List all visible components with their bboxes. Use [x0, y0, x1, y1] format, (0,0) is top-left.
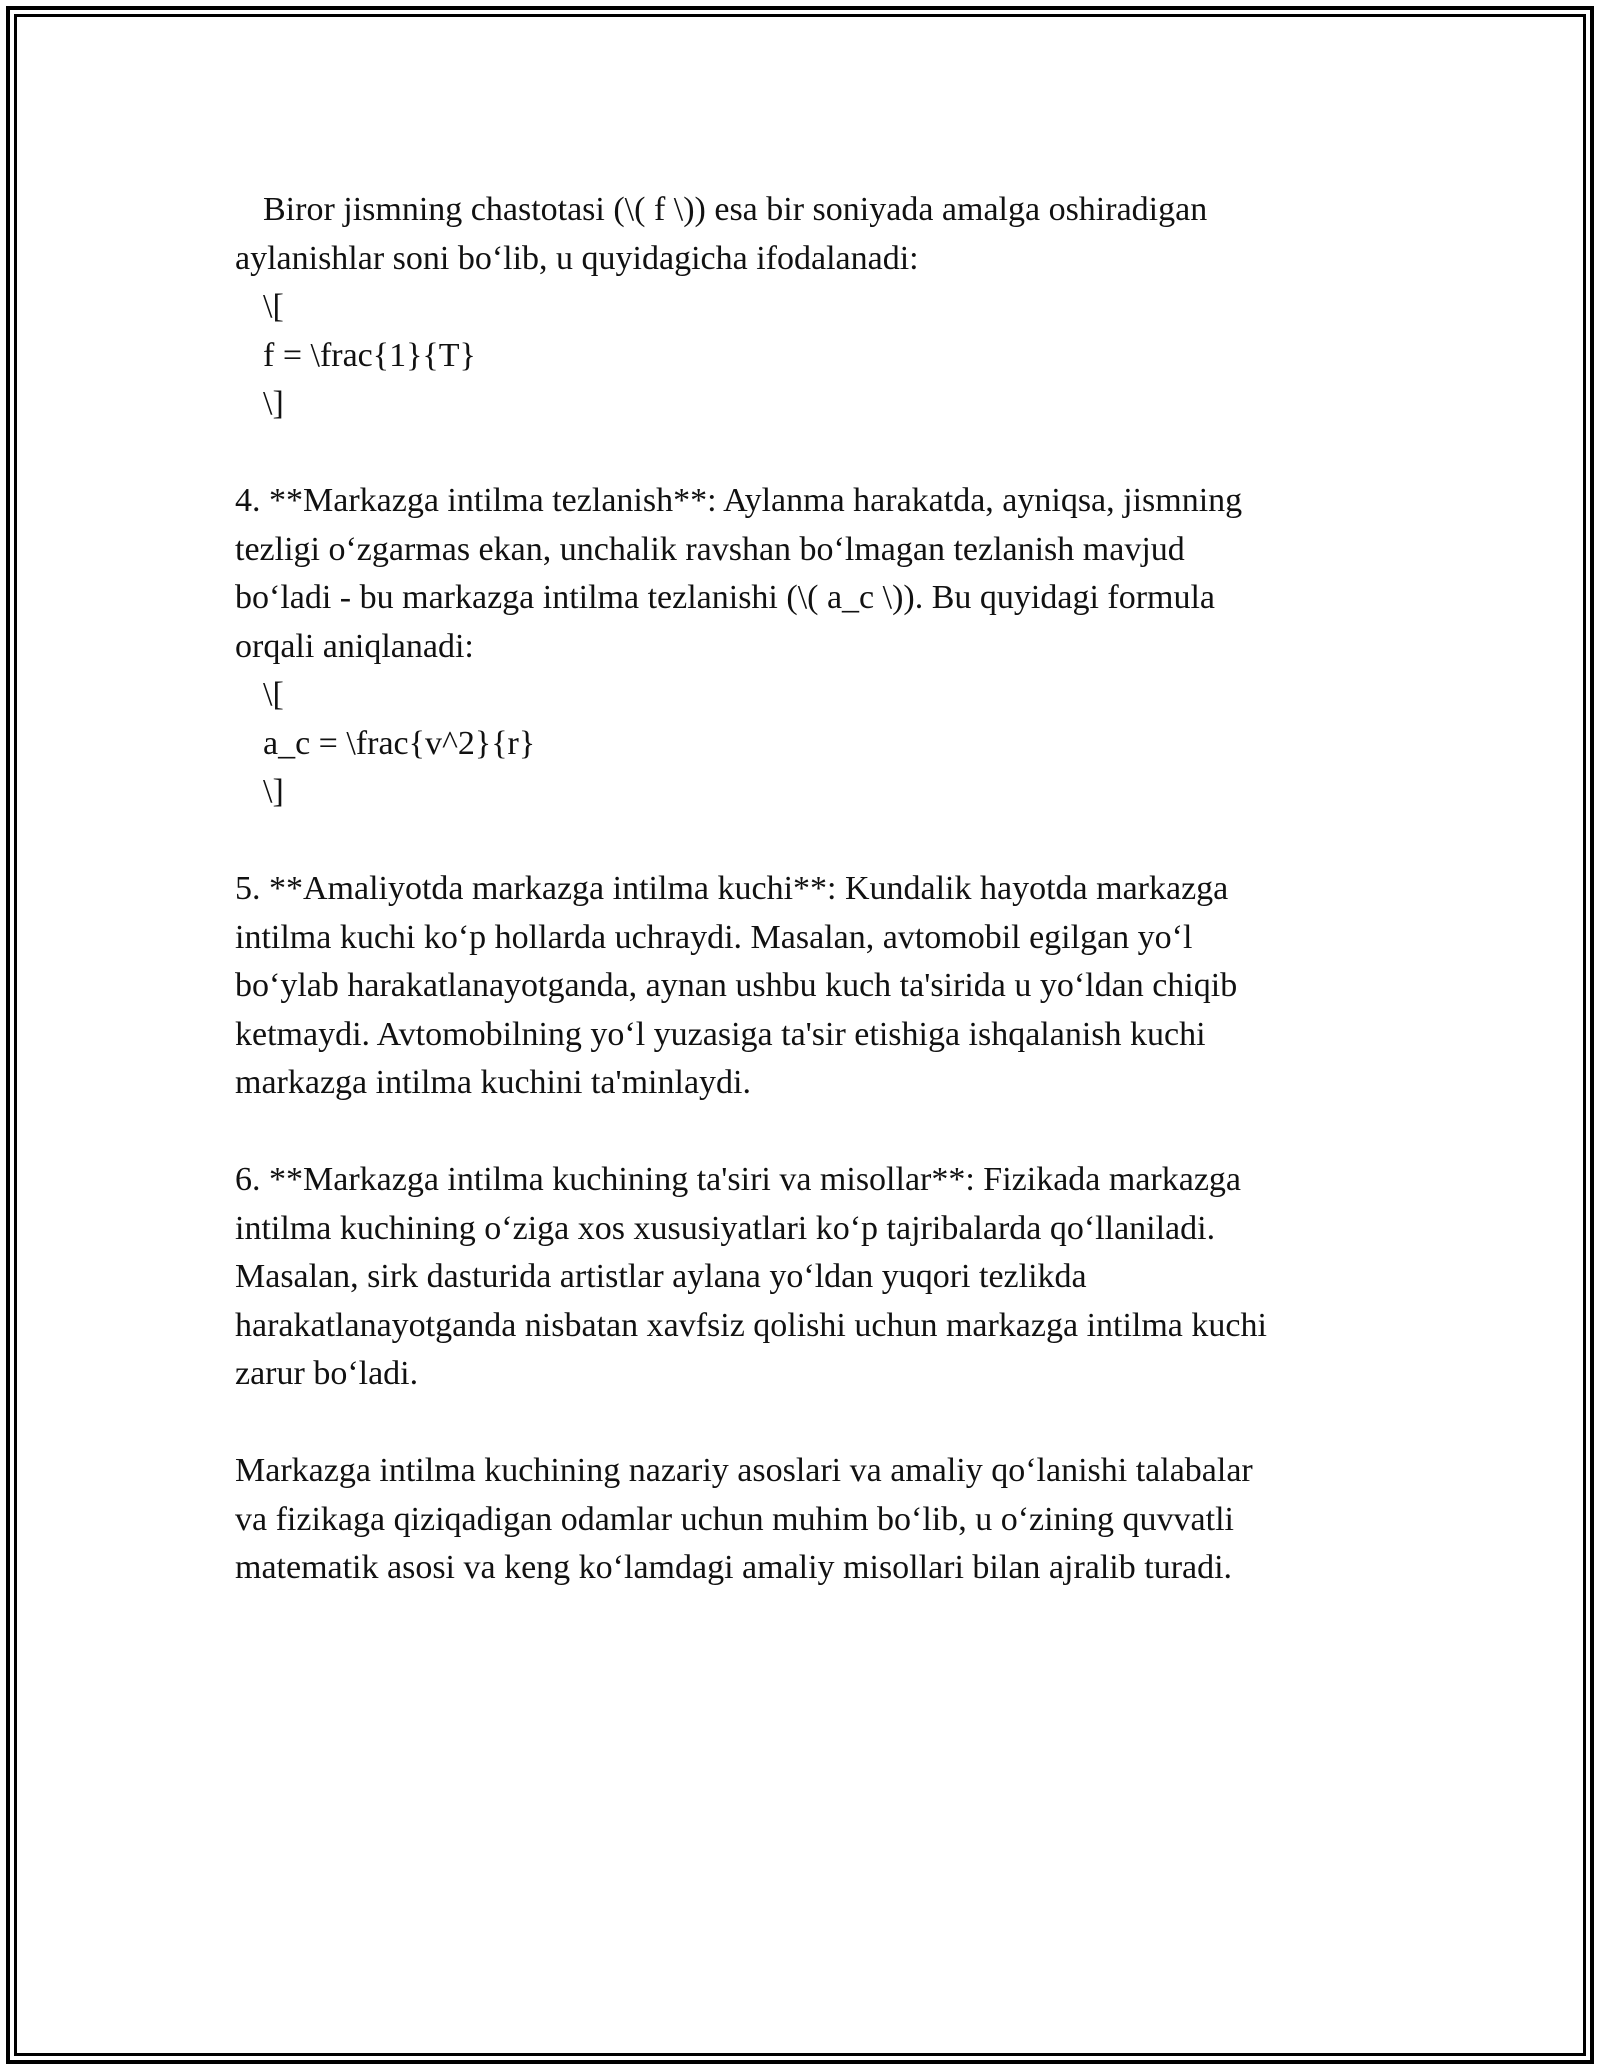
paragraph-spacer: [235, 817, 1385, 866]
text-line: Masalan, sirk dasturida artistlar aylana yo‘ldan yuqori tezlikda: [235, 1258, 1087, 1295]
text-line: 6. **Markazga intilma kuchining ta'siri va misollar**: Fizikada markazga: [235, 1161, 1242, 1198]
text-line: va fizikaga qiziqadigan odamlar uchun muhim bo‘lib, u o‘zining quvvatli: [235, 1500, 1234, 1538]
text-line: orqali aniqlanadi:: [235, 627, 474, 665]
text-line: intilma kuchi ko‘p hollarda uchraydi. Masalan, avtomobil egilgan yo‘l: [235, 918, 1193, 956]
document-body: [235, 186, 1385, 1593]
text-line: matematik asosi va keng ko‘lamdagi amaliy misollari bilan ajralib turadi.: [235, 1549, 1233, 1586]
formula-close: \]: [263, 385, 284, 422]
list-item-6: [235, 1156, 1385, 1399]
text-line: zarur bo‘ladi.: [235, 1355, 419, 1392]
paragraph-spacer: [235, 429, 1385, 478]
text-line: 5. **Amaliyotda markazga intilma kuchi**: Kundalik hayotda markazga: [235, 870, 1229, 907]
formula-open: \[: [263, 676, 284, 713]
text-line: tezligi o‘zgarmas ekan, unchalik ravshan bo‘lmagan tezlanish mavjud: [235, 530, 1185, 568]
formula-centripetal-acceleration: a_c = \frac{v^2}{r}: [263, 724, 536, 762]
list-item-4: [235, 477, 1385, 817]
paragraph-spacer: [235, 1399, 1385, 1448]
text-line: 4. **Markazga intilma tezlanish**: Aylanma harakatda, ayniqsa, jismning: [235, 482, 1243, 519]
list-item-5: [235, 865, 1385, 1108]
text-line: intilma kuchining o‘ziga xos xususiyatlari ko‘p tajribalarda qo‘llaniladi.: [235, 1209, 1216, 1247]
paragraph-frequency: [235, 186, 1385, 429]
text-line: Markazga intilma kuchining nazariy asoslari va amaliy qo‘lanishi talabalar: [235, 1452, 1253, 1489]
conclusion-paragraph: [235, 1447, 1385, 1593]
formula-close: \]: [263, 773, 284, 810]
text-line: bo‘ylab harakatlanayotganda, aynan ushbu kuch ta'sirida u yo‘ldan chiqib: [235, 967, 1238, 1004]
text-line: aylanishlar soni bo‘lib, u quyidagicha ifodalanadi:: [235, 239, 919, 277]
text-line: ketmaydi. Avtomobilning yo‘l yuzasiga ta'sir etishiga ishqalanish kuchi: [235, 1015, 1206, 1053]
text-line: bo‘ladi - bu markazga intilma tezlanishi (\( a_c \)). Bu quyidagi formula: [235, 579, 1216, 616]
text-line: harakatlanayotganda nisbatan xavfsiz qolishi uchun markazga intilma kuchi: [235, 1306, 1267, 1344]
text-line: Biror jismning chastotasi (\( f \)) esa bir soniyada amalga oshiradigan: [263, 191, 1208, 228]
text-line: markazga intilma kuchini ta'minlaydi.: [235, 1064, 751, 1101]
paragraph-spacer: [235, 1108, 1385, 1157]
formula-open: \[: [263, 288, 284, 325]
formula-frequency: f = \frac{1}{T}: [263, 336, 476, 374]
